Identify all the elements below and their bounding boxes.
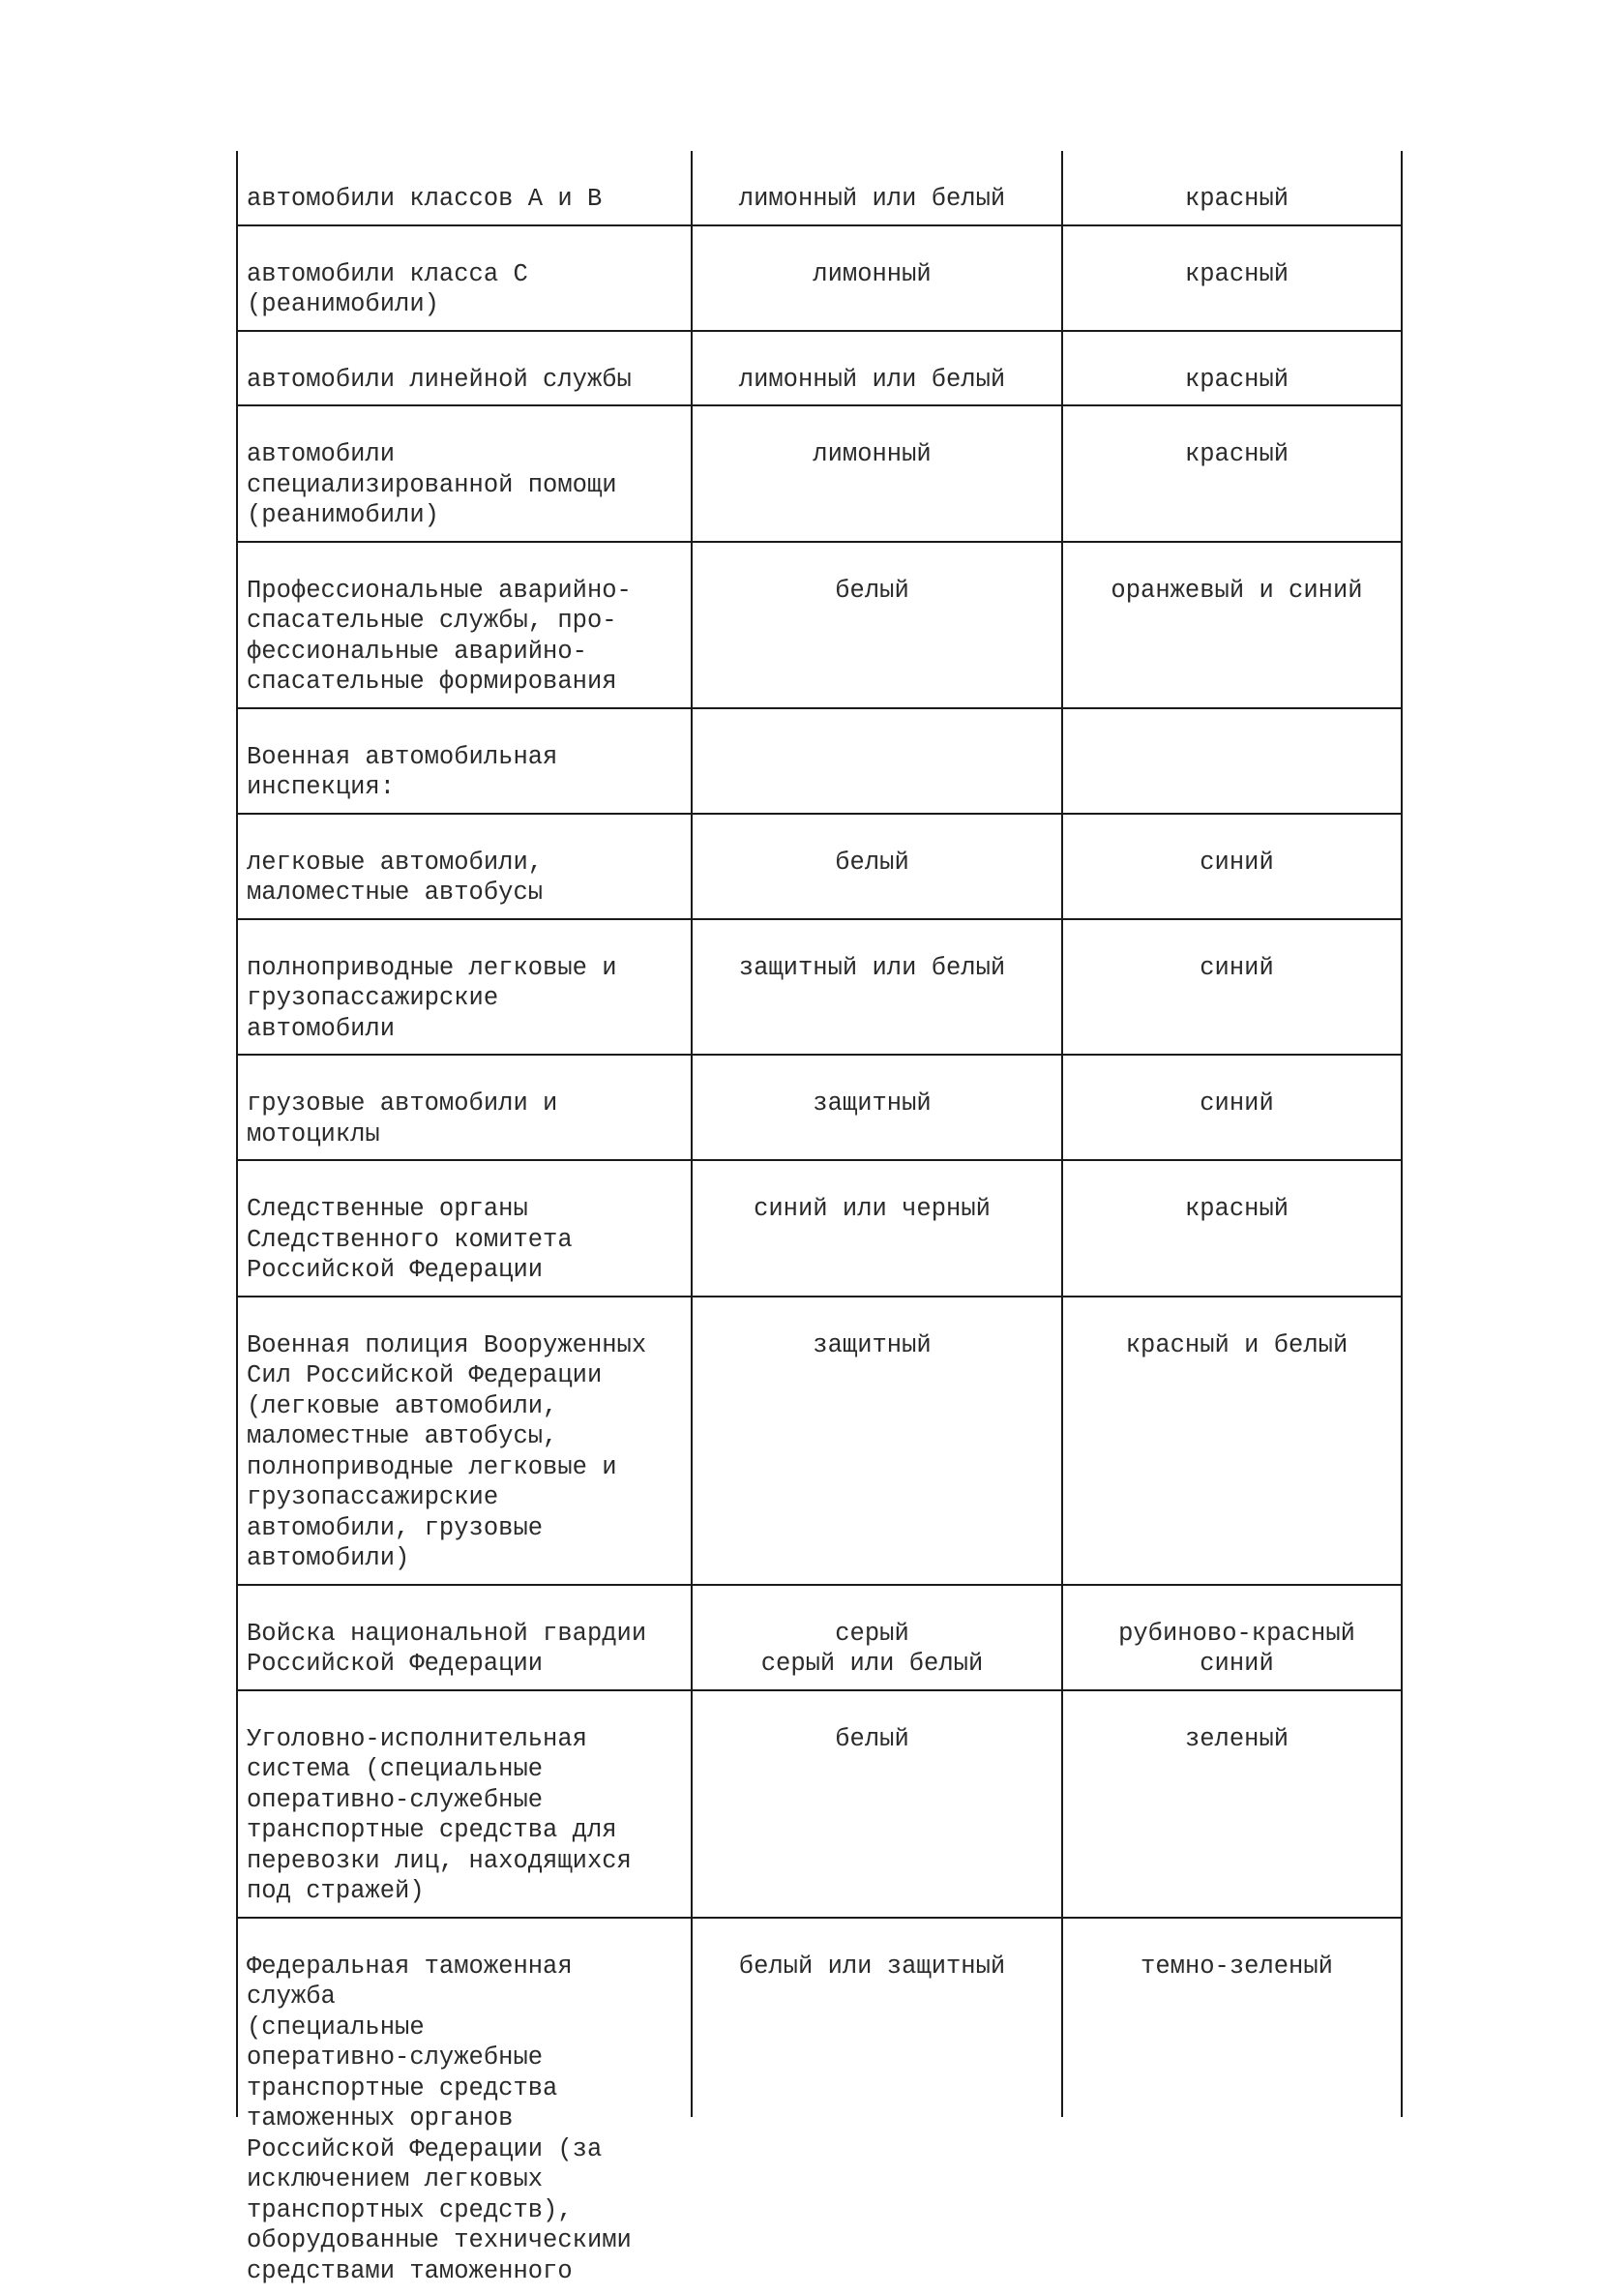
cell-text-line: полноприводные легковые и [247, 953, 692, 984]
service-name-cell [237, 1919, 692, 2296]
base-color-cell [692, 920, 1062, 1055]
cell-text-line: темно-зеленый [1072, 1952, 1402, 1983]
cell-text-line: (реанимобили) [247, 289, 692, 320]
base-color-cell [692, 709, 1062, 813]
cell-text-line: автомобили классов А и В [247, 184, 692, 215]
cell-text-line: оборудованные техническими [247, 2225, 692, 2256]
service-name-cell [237, 1691, 692, 1917]
cell-text-line: средствами таможенного [247, 2256, 692, 2287]
service-name-cell [237, 543, 692, 707]
cell-text-line: под стражей) [247, 1876, 692, 1907]
service-name-cell [237, 815, 692, 918]
cell-text-line: маломестные автобусы [247, 878, 692, 909]
cell-text-line: синий [1072, 1088, 1402, 1119]
cell-text-line: автомобили [247, 1014, 692, 1045]
table-row [237, 920, 1402, 1057]
cell-text-line: спасательные службы, про- [247, 606, 692, 637]
stripe-color-cell [1062, 815, 1402, 918]
cell-text-line: синий [1072, 1649, 1402, 1680]
cell-text-line: автомобили класса С [247, 259, 692, 290]
cell-text-line: Следственного комитета [247, 1225, 692, 1256]
cell-text-line: красный [1072, 1194, 1402, 1225]
cell-text-line: лимонный [692, 439, 1052, 470]
base-color-cell [692, 543, 1062, 707]
cell-text-line: Федеральная таможенная [247, 1952, 692, 1983]
table-row [237, 1161, 1402, 1297]
stripe-color-cell [1062, 1056, 1402, 1159]
base-color-cell [692, 151, 1062, 224]
base-color-cell [692, 1919, 1062, 2296]
cell-text-line: автомобили [247, 439, 692, 470]
stripe-color-cell [1062, 1297, 1402, 1584]
service-name-cell [237, 709, 692, 813]
cell-text-line: полноприводные легковые и [247, 1452, 692, 1483]
base-color-cell [692, 1297, 1062, 1584]
cell-text-line: красный [1072, 439, 1402, 470]
base-color-cell [692, 406, 1062, 541]
cell-text-line: Военная автомобильная [247, 742, 692, 773]
table-row [237, 332, 1402, 407]
base-color-cell [692, 226, 1062, 330]
service-name-cell [237, 332, 692, 405]
cell-text-line: специализированной помощи [247, 470, 692, 501]
cell-text-line: легковые автомобили, [247, 848, 692, 879]
cell-text-line: красный [1072, 184, 1402, 215]
cell-text-line: автомобили) [247, 1543, 692, 1574]
base-color-cell [692, 1056, 1062, 1159]
stripe-color-cell [1062, 226, 1402, 330]
table-row [237, 815, 1402, 920]
cell-text-line: Российской Федерации (за [247, 2134, 692, 2165]
base-color-cell [692, 1586, 1062, 1689]
cell-text-line: защитный или белый [692, 953, 1052, 984]
cell-text-line: грузопассажирские [247, 983, 692, 1014]
stripe-color-cell [1062, 151, 1402, 224]
cell-text-line: (легковые автомобили, [247, 1391, 692, 1422]
table-row [237, 1586, 1402, 1691]
stripe-color-cell [1062, 406, 1402, 541]
cell-text-line: фессиональные аварийно- [247, 637, 692, 668]
cell-text-line: белый [692, 1724, 1052, 1755]
cell-text-line: защитный [692, 1088, 1052, 1119]
stripe-color-cell [1062, 1161, 1402, 1296]
cell-text-line: грузопассажирские [247, 1482, 692, 1513]
cell-text-line: серый [692, 1619, 1052, 1650]
service-name-cell [237, 151, 692, 224]
cell-text-line: спасательные формирования [247, 667, 692, 698]
cell-text-line: оперативно-служебные [247, 1785, 692, 1816]
stripe-color-cell [1062, 543, 1402, 707]
stripe-color-cell [1062, 920, 1402, 1055]
cell-text-line: таможенных органов [247, 2103, 692, 2134]
cell-text-line: транспортные средства для [247, 1815, 692, 1846]
table-row [237, 406, 1402, 543]
cell-text-line: (специальные [247, 2013, 692, 2043]
service-name-cell [237, 1056, 692, 1159]
cell-text-line: оперативно-служебные [247, 2043, 692, 2073]
service-name-cell [237, 1161, 692, 1296]
cell-text-line: красный [1072, 365, 1402, 396]
cell-text-line: инспекция: [247, 772, 692, 803]
cell-text-line: зеленый [1072, 1724, 1402, 1755]
cell-text-line: автомобили, грузовые [247, 1513, 692, 1544]
cell-text-line: Профессиональные аварийно- [247, 576, 692, 607]
table-row [237, 1691, 1402, 1919]
cell-text-line: синий [1072, 953, 1402, 984]
cell-text-line: транспортные средства [247, 2073, 692, 2104]
cell-text-line: оранжевый и синий [1072, 576, 1402, 607]
cell-text-line: защитный [692, 1330, 1052, 1361]
base-color-cell [692, 1691, 1062, 1917]
cell-text-line: Военная полиция Вооруженных [247, 1330, 692, 1361]
cell-text-line: белый [692, 576, 1052, 607]
cell-text-line: красный и белый [1072, 1330, 1402, 1361]
table-row [237, 226, 1402, 332]
table-row [237, 1297, 1402, 1586]
cell-text-line: лимонный [692, 259, 1052, 290]
table-row [237, 1056, 1402, 1161]
vehicle-color-table [237, 151, 1402, 2296]
service-name-cell [237, 1297, 692, 1584]
cell-text-line: серый или белый [692, 1649, 1052, 1680]
cell-text-line: красный [1072, 259, 1402, 290]
cell-text-line: перевозки лиц, находящихся [247, 1846, 692, 1877]
cell-text-line: Войска национальной гвардии [247, 1619, 692, 1650]
cell-text-line: синий или черный [692, 1194, 1052, 1225]
cell-text-line: Российской Федерации [247, 1649, 692, 1680]
cell-text-line: автомобили линейной службы [247, 365, 692, 396]
cell-text-line: Уголовно-исполнительная [247, 1724, 692, 1755]
stripe-color-cell [1062, 709, 1402, 813]
cell-text-line: грузовые автомобили и [247, 1088, 692, 1119]
service-name-cell [237, 1586, 692, 1689]
cell-text-line: система (специальные [247, 1754, 692, 1785]
stripe-color-cell [1062, 1586, 1402, 1689]
cell-text-line: исключением легковых [247, 2164, 692, 2195]
cell-text-line: (реанимобили) [247, 500, 692, 531]
table-row [237, 151, 1402, 226]
cell-text-line: Следственные органы [247, 1194, 692, 1225]
service-name-cell [237, 920, 692, 1055]
cell-text-line: Российской Федерации [247, 1255, 692, 1286]
table-row [237, 1919, 1402, 2296]
table-row [237, 543, 1402, 709]
cell-text-line: Сил Российской Федерации [247, 1360, 692, 1391]
cell-text-line: лимонный или белый [692, 184, 1052, 215]
base-color-cell [692, 815, 1062, 918]
base-color-cell [692, 1161, 1062, 1296]
stripe-color-cell [1062, 1919, 1402, 2296]
cell-text-line: мотоциклы [247, 1119, 692, 1150]
service-name-cell [237, 406, 692, 541]
cell-text-line: рубиново-красный [1072, 1619, 1402, 1650]
cell-text-line: маломестные автобусы, [247, 1421, 692, 1452]
cell-text-line: синий [1072, 848, 1402, 879]
cell-text-line: служба [247, 1982, 692, 2013]
base-color-cell [692, 332, 1062, 405]
stripe-color-cell [1062, 332, 1402, 405]
cell-text-line: белый или защитный [692, 1952, 1052, 1983]
cell-text-line: лимонный или белый [692, 365, 1052, 396]
stripe-color-cell [1062, 1691, 1402, 1917]
table-row [237, 709, 1402, 815]
cell-text-line: белый [692, 848, 1052, 879]
service-name-cell [237, 226, 692, 330]
cell-text-line: транспортных средств), [247, 2195, 692, 2226]
